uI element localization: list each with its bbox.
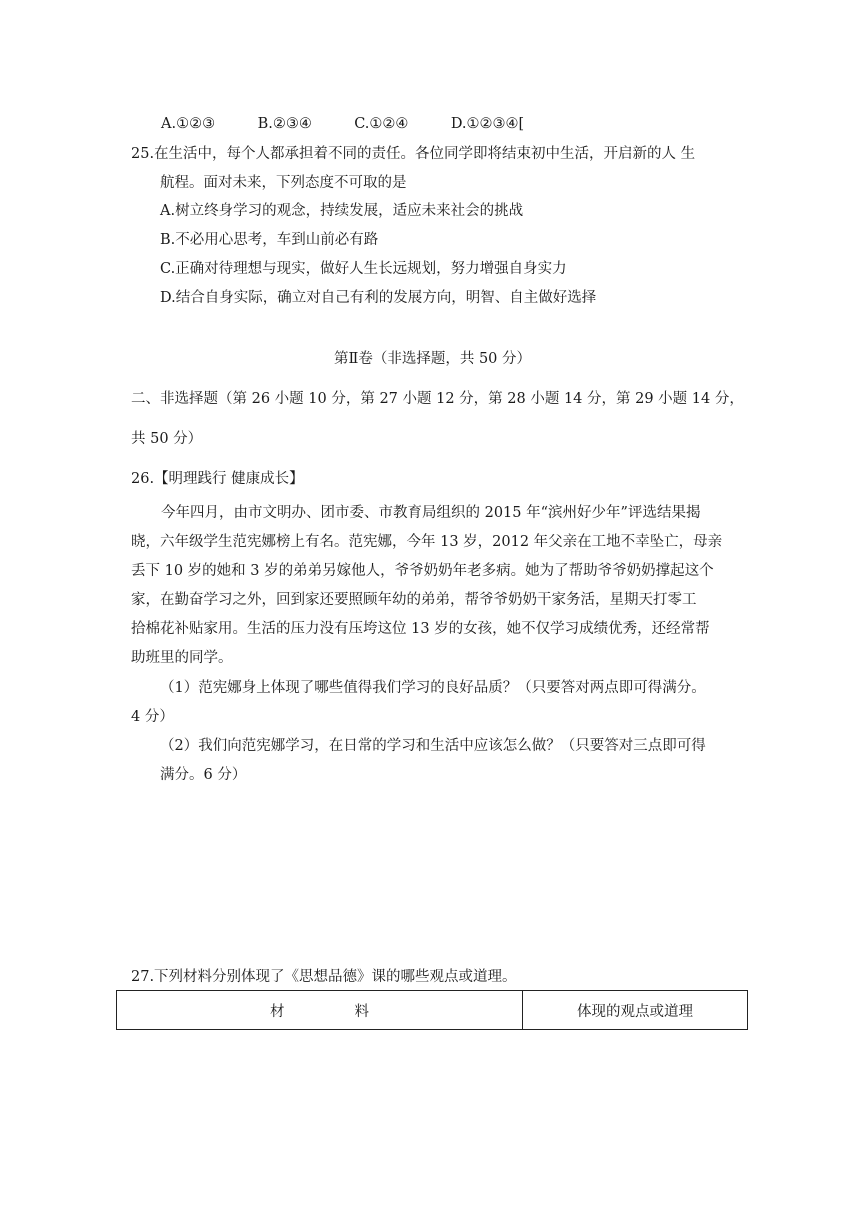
- q26-passage-line: 拾棉花补贴家用。生活的压力没有压垮这位 13 岁的女孩，她不仅学习成绩优秀，还经常帮: [131, 621, 710, 637]
- q25-stem-line2: 航程。面对未来，下列态度不可取的是: [160, 175, 407, 191]
- table-header-viewpoint: 体现的观点或道理: [523, 991, 748, 1030]
- q25-option-b: B.不必用心思考，车到山前必有路: [160, 232, 379, 248]
- q24-option-c: C.①②④: [354, 116, 409, 132]
- q26-sub2-line2: 满分。6 分）: [160, 767, 247, 783]
- part2-instructions-line2: 共 50 分）: [131, 431, 203, 447]
- q26-passage-line: 丢下 10 岁的她和 3 岁的弟弟另嫁他人，爷爷奶奶年老多病。她为了帮助爷爷奶奶撑起这个: [131, 563, 714, 579]
- q26-sub1-line1: （1）范宪娜身上体现了哪些值得我们学习的良好品质？（只要答对两点即可得满分。: [160, 680, 706, 696]
- q24-option-d: D.①②③④[: [450, 116, 525, 132]
- q26-heading: 26.【明理践行 健康成长】: [131, 471, 304, 487]
- q25-stem-line1: 25.在生活中，每个人都承担着不同的责任。各位同学即将结束初中生活，开启新的人 生: [131, 146, 696, 162]
- q24-option-b: B.②③④: [257, 116, 312, 132]
- q25-option-a: A.树立终身学习的观念，持续发展，适应未来社会的挑战: [160, 203, 524, 219]
- q24-options: [161, 114, 524, 134]
- q26-sub2-line1: （2）我们向范宪娜学习，在日常的学习和生活中应该怎么做？（只要答对三点即可得: [160, 738, 706, 754]
- q24-option-a: A.①②③: [161, 116, 216, 132]
- table-header-material-char1: 材: [270, 1003, 285, 1020]
- q26-sub1-line2: 4 分）: [131, 709, 174, 725]
- q27-stem: 27.下列材料分别体现了《思想品德》课的哪些观点或道理。: [131, 969, 517, 985]
- q27-material-table: [116, 990, 748, 1030]
- q25-option-d: D.结合自身实际，确立对自己有利的发展方向，明智、自主做好选择: [160, 290, 597, 306]
- q26-passage-line: 助班里的同学。: [131, 650, 233, 666]
- q25-option-c: C.正确对待理想与现实，做好人生长远规划，努力增强自身实力: [160, 261, 567, 277]
- q26-passage-line: 晓，六年级学生范宪娜榜上有名。范宪娜，今年 13 岁，2012 年父亲在工地不幸坠亡，母亲: [131, 534, 723, 550]
- part2-title: 第Ⅱ卷（非选择题，共 50 分）: [333, 351, 532, 367]
- table-header-material-char2: 料: [354, 1003, 369, 1020]
- table-header-material: [117, 991, 523, 1030]
- part2-instructions-line1: 二、非选择题（第 26 小题 10 分，第 27 小题 12 分，第 28 小题 14 分，第 29 小题 14 分，: [131, 391, 744, 407]
- q26-passage-line: 家，在勤奋学习之外，回到家还要照顾年幼的弟弟，帮爷爷奶奶干家务活，星期天打零工: [131, 592, 697, 608]
- q26-passage-line: 今年四月，由市文明办、团市委、市教育局组织的 2015 年“滨州好少年”评选结果揭: [161, 505, 701, 521]
- table-header-row: [117, 991, 748, 1030]
